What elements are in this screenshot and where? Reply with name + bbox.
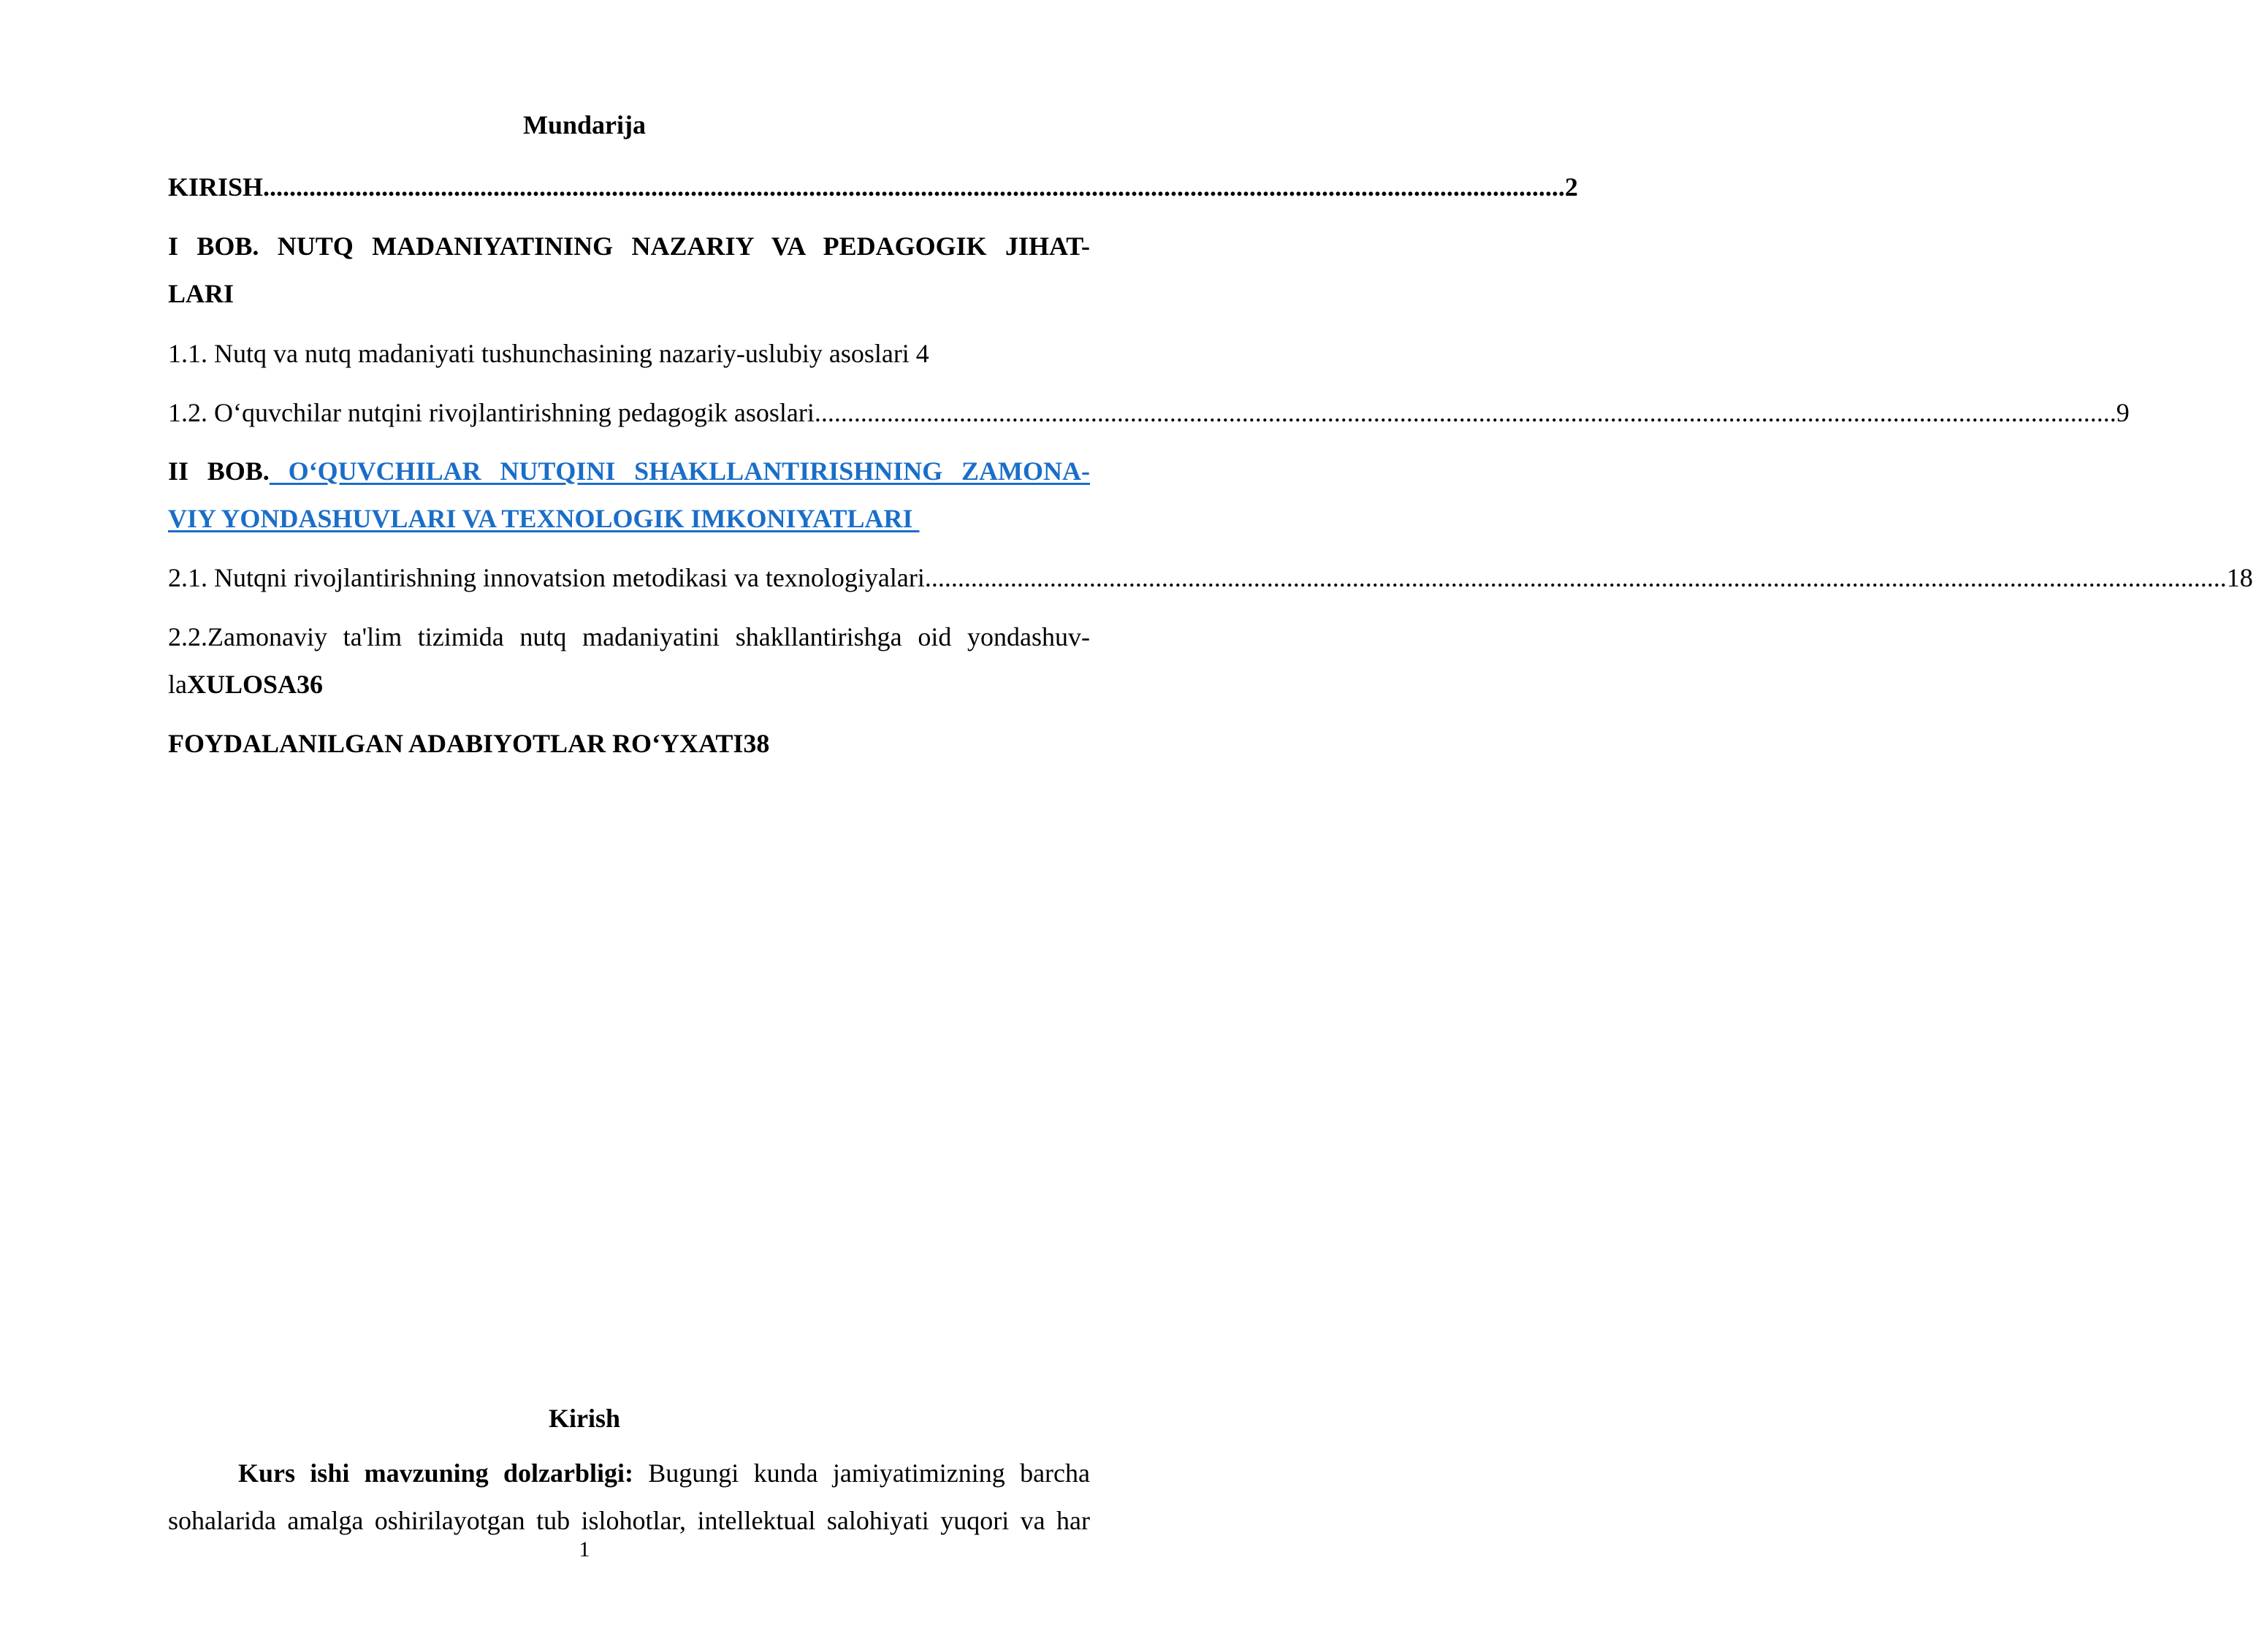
intro-lead-heading: Kurs ishi mavzuning dolzarbligi: (238, 1458, 633, 1488)
toc-entry-chapter-1-line1[interactable]: I BOB. NUTQ MADANIYATINING NAZARIY VA PEDAGOGIK JIHAT- (168, 232, 1090, 261)
toc-entry-kirish-page: 2 (1565, 172, 1579, 202)
toc-entry-section-1-2-page: 9 (2116, 398, 2130, 427)
toc-entry-section-1-2[interactable] (168, 389, 2130, 437)
toc-entry-references[interactable]: FOYDALANILGAN ADABIYOTLAR RO‘YXATI38 (168, 729, 770, 758)
toc-entry-section-2-2-line2[interactable] (168, 661, 1090, 708)
toc-entry-section-2-2-suffix: la (168, 670, 187, 699)
toc-leader-dots: ...................................................................................................................................................................................................... (263, 172, 1566, 202)
toc-entry-chapter-2-line2[interactable] (168, 495, 1090, 543)
toc-entry-section-2-1-label: 2.1. Nutqni rivojlantirishning innovatsion metodikasi va texnologiyalari (168, 563, 925, 592)
toc-entry-kirish[interactable] (168, 164, 1579, 211)
toc-entry-chapter-2-prefix: II BOB. (168, 456, 270, 486)
toc-leader-dots: ...................................................................................................................................................................................................... (924, 563, 2227, 592)
toc-leader-dots: ...................................................................................................................................................................................................... (814, 398, 2116, 427)
toc-entry-section-1-1[interactable]: 1.1. Nutq va nutq madaniyati tushunchasining nazariy-uslubiy asoslari 4 (168, 339, 929, 368)
toc-entry-kirish-label: KIRISH (168, 172, 264, 202)
toc-entry-section-2-1[interactable] (168, 554, 2253, 602)
toc-entry-xulosa[interactable]: XULOSA36 (186, 670, 324, 699)
toc-title: Mundarija (522, 110, 646, 139)
toc-entry-section-2-2-line1[interactable]: 2.2.Zamonaviy ta'lim tizimida nutq madaniyatini shakllantirishga oid yondashuv- (168, 622, 1090, 651)
toc-entry-chapter-1-line2[interactable]: LARI (168, 279, 235, 308)
page-number: 1 (579, 1537, 590, 1561)
intro-title: Kirish (548, 1404, 620, 1433)
intro-paragraph-line2: sohalarida amalga oshirilayotgan tub islohotlar, intellektual salohiyati yuqori va har (168, 1506, 1090, 1535)
toc-entry-section-1-2-label: 1.2. O‘quvchilar nutqini rivojlantirishning pedagogik asoslari (168, 398, 815, 427)
toc-entry-section-2-1-page: 18 (2226, 563, 2253, 592)
intro-paragraph-line1 (168, 1450, 1090, 1497)
toc-entry-chapter-2-link[interactable]: O‘QUVCHILAR NUTQINI SHAKLLANTIRISHNING ZAMONA- (269, 456, 1090, 486)
toc-entry-chapter-2-line1[interactable] (168, 448, 1090, 495)
toc-entry-chapter-2-link-cont[interactable]: VIY YONDASHUVLARI VA TEXNOLOGIK IMKONIYATLARI (168, 504, 920, 533)
intro-line1-text: Bugungi kunda jamiyatimizning barcha (633, 1458, 1091, 1488)
